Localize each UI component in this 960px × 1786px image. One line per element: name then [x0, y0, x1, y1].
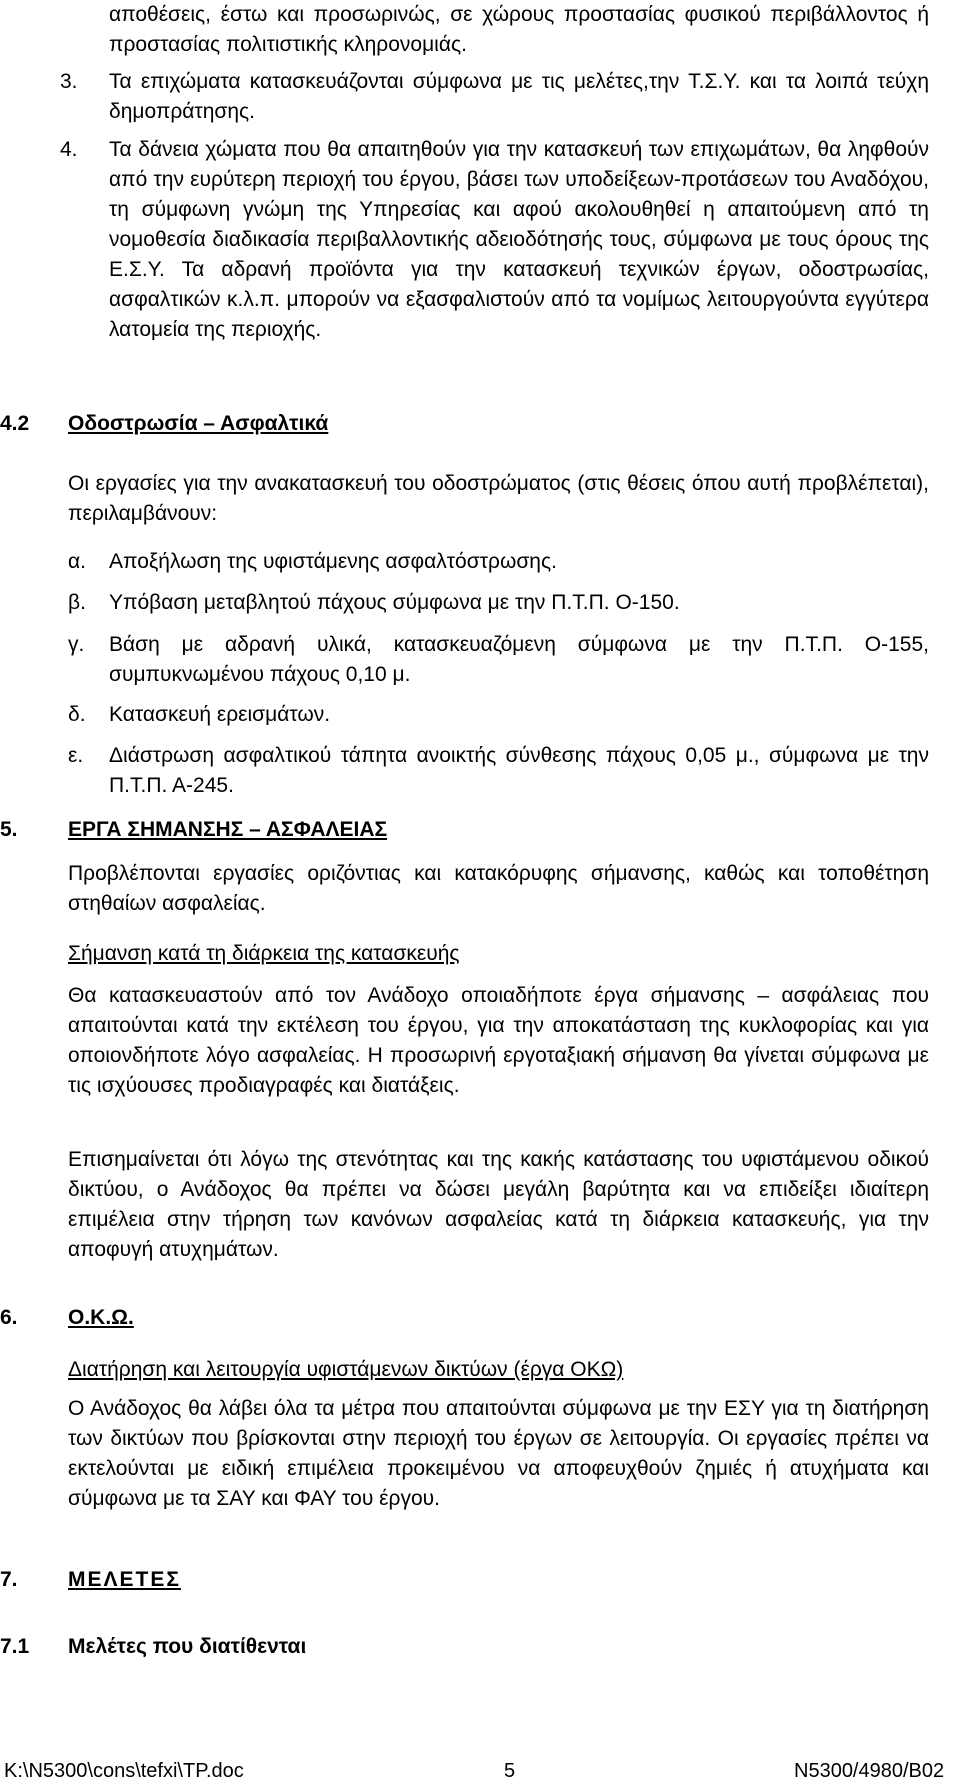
footer-file-path: K:\N5300\cons\tefxi\TP.doc [4, 1760, 244, 1782]
section-number: 6. [0, 1306, 18, 1329]
section-title: ΜΕΛΕΤΕΣ [68, 1568, 181, 1591]
section-title: Ο.Κ.Ω. [68, 1306, 134, 1329]
section-intro: Προβλέπονται εργασίες οριζόντιας και κατακόρυφης σήμανσης, καθώς και τοποθέτηση στηθαίων ασφαλείας. [68, 862, 929, 915]
list-text: Τα επιχώματα κατασκευάζονται σύμφωνα με τις μελέτες,την Τ.Σ.Υ. και τα λοιπά τεύχη δημοπράτησης. [109, 70, 929, 123]
section-number: 7. [0, 1568, 18, 1591]
list-letter: α. [68, 550, 86, 573]
signage-paragraph-1: Θα κατασκευαστούν από τον Ανάδοχο οποιαδήποτε έργα σήμανσης – ασφάλειας που απαιτούνται κατά την εκτέλεση του έργου, για την αποκατάσταση της κυκλοφορίας και για οποιονδήποτε λόγο ασφαλείας. Η προσωρινή εργοταξιακή σήμανση θα γίνεται σύμφωνα με τις ισχύουσες προδιαγραφές και διατάξεις. [68, 984, 929, 1097]
section-title: Οδοστρωσία – Ασφαλτικά [68, 412, 329, 435]
subheading-signage-during-construction: Σήμανση κατά τη διάρκεια της κατασκευής [68, 942, 460, 965]
networks-paragraph: Ο Ανάδοχος θα λάβει όλα τα μέτρα που απαιτούνται σύμφωνα με την ΕΣΥ για τη διατήρηση των δικτύων που βρίσκονται στην περιοχή του έργων σε λειτουργία. Οι εργασίες πρέπει να εκτελούνται με ειδική επιμέλεια προκειμένου να αποφευχθούν ζημιές ή ατυχήματα και σύμφωνα με τα ΣΑΥ και ΦΑΥ του έργου. [68, 1397, 929, 1510]
page-footer [0, 1756, 960, 1786]
section-heading-4-2 [0, 409, 900, 439]
list-number: 4. [60, 138, 78, 161]
section-heading-7-1 [0, 1632, 900, 1662]
footer-page-number: 5 [504, 1760, 516, 1782]
continuation-paragraph: αποθέσεις, έστω και προσωρινώς, σε χώρους προστασίας φυσικού περιβάλλοντος ή προστασίας πολιτιστικής κληρονομιάς. [109, 3, 929, 56]
signage-paragraph-2: Επισημαίνεται ότι λόγω της στενότητας και της κακής κατάστασης του υφιστάμενου οδικού δικτύου, ο Ανάδοχος θα πρέπει να δώσει μεγάλη βαρύτητα και να επιδείξει ιδιαίτερη επιμέλεια στην τήρηση των κανόνων ασφαλείας κατά τη διάρκεια κατασκευής, για την αποφυγή ατυχημάτων. [68, 1148, 929, 1261]
list-letter: β. [68, 591, 86, 614]
section-heading-7 [0, 1565, 900, 1595]
footer-document-code: N5300/4980/B02 [794, 1760, 945, 1782]
list-letter: ε. [68, 744, 84, 767]
section-heading-5 [0, 815, 900, 845]
list-text: Τα δάνεια χώματα που θα απαιτηθούν για την κατασκευή των επιχωμάτων, θα ληφθούν από την ευρύτερη περιοχή του έργου, βάσει των υποδείξεων-προτάσεων του Αναδόχου, τη σύμφωνη γνώμη της Υπηρεσίας και αφού ακολουθηθεί η απαιτούμενη από τη νομοθεσία διαδικασία περιβαλλοντικής αδειοδότησής τους, σύμφωνα με τους όρους της Ε.Σ.Υ. Τα αδρανή προϊόντα για την κατασκευή τεχνικών έργων, οδοστρωσίας, ασφαλτικών κ.λ.π. μπορούν να εξασφαλιστούν από τα νομίμως λειτουργούντα εγγύτερα λατομεία της περιοχής. [109, 138, 929, 341]
section-title: Μελέτες που διατίθενται [68, 1635, 307, 1658]
section-number: 7.1 [0, 1635, 30, 1658]
list-text: Κατασκευή ερεισμάτων. [109, 703, 331, 726]
list-text: Υπόβαση μεταβλητού πάχους σύμφωνα με την Π.Τ.Π. Ο-150. [109, 591, 680, 614]
section-intro: Οι εργασίες για την ανακατασκευή του οδοστρώματος (στις θέσεις όπου αυτή προβλέπεται), περιλαμβάνουν: [68, 472, 929, 525]
section-number: 5. [0, 818, 18, 841]
list-text: Βάση με αδρανή υλικά, κατασκευαζόμενη σύμφωνα με την Π.Τ.Π. Ο-155, συμπυκνωμένου πάχους 0,10 μ. [109, 633, 929, 686]
list-text: Διάστρωση ασφαλτικού τάπητα ανοικτής σύνθεσης πάχους 0,05 μ., σύμφωνα με την Π.Τ.Π. Α-245. [109, 744, 929, 797]
list-letter: γ. [68, 633, 85, 656]
list-text: Αποξήλωση της υφιστάμενης ασφαλτόστρωσης. [109, 550, 557, 573]
section-heading-6 [0, 1303, 900, 1333]
section-number: 4.2 [0, 412, 30, 435]
section-title: ΕΡΓΑ ΣΗΜΑΝΣΗΣ – ΑΣΦΑΛΕΙΑΣ [68, 818, 388, 841]
list-number: 3. [60, 70, 78, 93]
subheading-networks-maintenance: Διατήρηση και λειτουργία υφιστάμενων δικτύων (έργα ΟΚΩ) [68, 1358, 624, 1381]
list-letter: δ. [68, 703, 86, 726]
